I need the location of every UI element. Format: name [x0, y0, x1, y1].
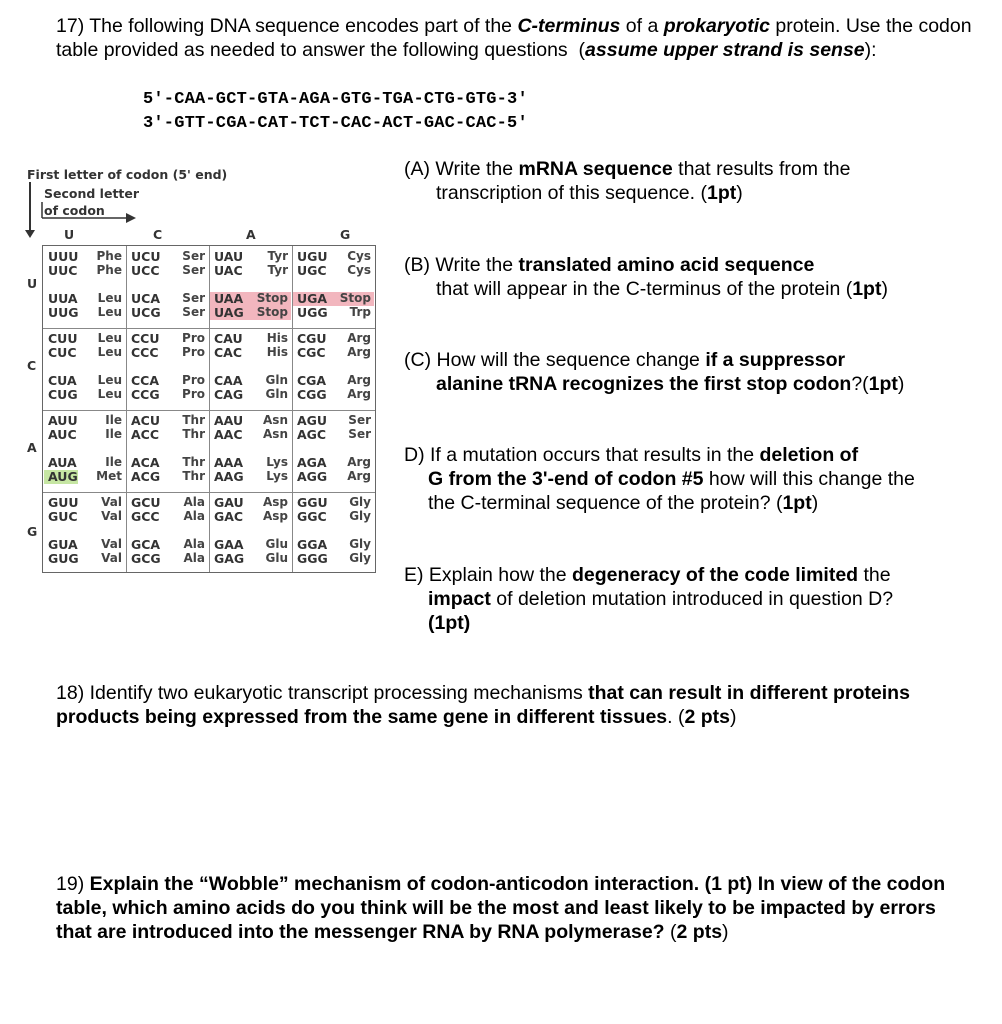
codon-entry-agc [295, 428, 371, 442]
codon-entry-cca [129, 374, 205, 388]
codon-grid [42, 245, 376, 573]
codon-text: UCA [131, 291, 160, 306]
codon-text: AUG [48, 469, 78, 484]
codon-entry-ucg [129, 306, 205, 320]
col-header-g: G [340, 227, 351, 242]
amino-acid-text: Stop [256, 305, 288, 319]
codon-entry-gac [212, 510, 288, 524]
codon-text: GUU [48, 495, 79, 510]
codon-text: UGC [297, 263, 327, 278]
codon-text: CUG [48, 387, 78, 402]
codon-text: UAC [214, 263, 243, 278]
amino-acid-text: Ala [183, 551, 205, 565]
codon-text: CCA [131, 373, 160, 388]
codon-entry-gaa [212, 538, 288, 552]
amino-acid-text: Gly [349, 495, 371, 509]
codon-text: GAA [214, 537, 244, 552]
codon-entry-gua [46, 538, 122, 552]
amino-acid-text: Asn [263, 413, 288, 427]
codon-entry-gca [129, 538, 205, 552]
amino-acid-text: Arg [347, 331, 371, 345]
amino-acid-text: Arg [347, 387, 371, 401]
codon-text: AAG [214, 469, 244, 484]
amino-acid-text: Val [101, 495, 122, 509]
codon-text: CUC [48, 345, 77, 360]
amino-acid-text: Val [101, 537, 122, 551]
codon-entry-uug [46, 306, 122, 320]
codon-text: CGU [297, 331, 327, 346]
codon-entry-ggg [295, 552, 371, 566]
codon-entry-ggc [295, 510, 371, 524]
codon-entry-uag [212, 306, 288, 320]
codon-entry-uca [129, 292, 205, 306]
amino-acid-text: Gly [349, 537, 371, 551]
codon-text: ACA [131, 455, 160, 470]
codon-entry-uga [295, 292, 371, 306]
codon-entry-cau [212, 332, 288, 346]
codon-text: UUC [48, 263, 78, 278]
codon-entry-gug [46, 552, 122, 566]
codon-text: AUC [48, 427, 77, 442]
codon-entry-cuc [46, 346, 122, 360]
codon-entry-ugc [295, 264, 371, 278]
codon-text: CAG [214, 387, 244, 402]
codon-text: AUA [48, 455, 77, 470]
row-header-c: C [27, 358, 37, 373]
codon-text: CCU [131, 331, 160, 346]
codon-entry-ggu [295, 496, 371, 510]
amino-acid-text: Leu [97, 291, 122, 305]
codon-entry-ucc [129, 264, 205, 278]
amino-acid-text: Leu [97, 345, 122, 359]
codon-text: GAG [214, 551, 245, 566]
amino-acid-text: Glu [265, 537, 288, 551]
codon-entry-gau [212, 496, 288, 510]
codon-text: CAC [214, 345, 243, 360]
amino-acid-text: Thr [182, 413, 205, 427]
amino-acid-text: Gln [265, 387, 288, 401]
amino-acid-text: Leu [97, 387, 122, 401]
codon-text: UAG [214, 305, 244, 320]
codon-entry-gcg [129, 552, 205, 566]
amino-acid-text: Pro [182, 345, 205, 359]
amino-acid-text: Val [101, 551, 122, 565]
second-letter-label-2: of codon [44, 203, 105, 218]
codon-entry-cgc [295, 346, 371, 360]
amino-acid-text: Arg [347, 469, 371, 483]
codon-entry-uuu [46, 250, 122, 264]
codon-entry-ccc [129, 346, 205, 360]
amino-acid-text: Stop [339, 291, 371, 305]
amino-acid-text: Tyr [267, 263, 288, 277]
codon-text: UGG [297, 305, 328, 320]
codon-entry-cag [212, 388, 288, 402]
codon-entry-cga [295, 374, 371, 388]
codon-text: AUU [48, 413, 78, 428]
codon-entry-gag [212, 552, 288, 566]
amino-acid-text: Ser [348, 413, 371, 427]
codon-entry-aag [212, 470, 288, 484]
codon-text: UUA [48, 291, 78, 306]
codon-entry-cua [46, 374, 122, 388]
codon-text: GGG [297, 551, 328, 566]
codon-entry-acc [129, 428, 205, 442]
amino-acid-text: Arg [347, 373, 371, 387]
codon-text: AGG [297, 469, 328, 484]
amino-acid-text: Pro [182, 387, 205, 401]
codon-text: UAU [214, 249, 244, 264]
codon-text: GGC [297, 509, 327, 524]
amino-acid-text: His [266, 345, 288, 359]
codon-text: CUU [48, 331, 78, 346]
amino-acid-text: Gln [265, 373, 288, 387]
codon-entry-caa [212, 374, 288, 388]
amino-acid-text: Glu [265, 551, 288, 565]
codon-text: UUG [48, 305, 79, 320]
codon-entry-uuc [46, 264, 122, 278]
codon-entry-ugg [295, 306, 371, 320]
codon-entry-uac [212, 264, 288, 278]
amino-acid-text: Leu [97, 331, 122, 345]
codon-text: AGC [297, 427, 327, 442]
amino-acid-text: Ser [182, 249, 205, 263]
codon-text: GUC [48, 509, 78, 524]
amino-acid-text: Thr [182, 427, 205, 441]
amino-acid-text: Lys [266, 455, 288, 469]
codon-text: AGU [297, 413, 328, 428]
codon-text: GCU [131, 495, 161, 510]
amino-acid-text: Val [101, 509, 122, 523]
codon-entry-ccu [129, 332, 205, 346]
codon-entry-gcu [129, 496, 205, 510]
grid-horizontal-line [43, 492, 375, 493]
amino-acid-text: Pro [182, 331, 205, 345]
amino-acid-text: Stop [256, 291, 288, 305]
codon-text: GCC [131, 509, 160, 524]
codon-text: CGA [297, 373, 327, 388]
codon-entry-gga [295, 538, 371, 552]
amino-acid-text: Phe [96, 249, 122, 263]
codon-text: UUU [48, 249, 79, 264]
codon-entry-cac [212, 346, 288, 360]
amino-acid-text: Phe [96, 263, 122, 277]
codon-text: UCU [131, 249, 161, 264]
amino-acid-text: Asn [263, 427, 288, 441]
codon-text: GGA [297, 537, 328, 552]
dna-upper-strand: 5'-CAA-GCT-GTA-AGA-GTG-TGA-CTG-GTG-3' [143, 90, 528, 109]
codon-text: GAU [214, 495, 244, 510]
codon-text: UCC [131, 263, 160, 278]
codon-entry-aaa [212, 456, 288, 470]
codon-text: AAA [214, 455, 244, 470]
amino-acid-text: Pro [182, 373, 205, 387]
codon-entry-uaa [212, 292, 288, 306]
codon-text: CAU [214, 331, 243, 346]
codon-text: CCC [131, 345, 159, 360]
codon-text: ACU [131, 413, 160, 428]
codon-text: UAA [214, 291, 244, 306]
row-header-g: G [27, 524, 38, 539]
codon-text: CGC [297, 345, 326, 360]
codon-text: GCA [131, 537, 161, 552]
codon-text: ACG [131, 469, 161, 484]
codon-entry-aga [295, 456, 371, 470]
arrow-icons [24, 182, 144, 240]
col-header-c: C [153, 227, 163, 242]
amino-acid-text: Leu [97, 305, 122, 319]
col-header-u: U [64, 227, 75, 242]
amino-acid-text: Lys [266, 469, 288, 483]
codon-entry-ucu [129, 250, 205, 264]
codon-text: UCG [131, 305, 161, 320]
question-17b: (B) Write the translated amino acid sequence that will appear in the C-terminus of the protein (1pt) [404, 254, 888, 300]
amino-acid-text: Thr [182, 469, 205, 483]
row-header-u: U [27, 276, 38, 291]
second-letter-label: Second letter [44, 186, 140, 201]
codon-text: GCG [131, 551, 161, 566]
amino-acid-text: Leu [97, 373, 122, 387]
amino-acid-text: Ile [105, 427, 122, 441]
amino-acid-text: Asp [262, 495, 288, 509]
codon-text: ACC [131, 427, 160, 442]
grid-horizontal-line [43, 328, 375, 329]
question-17-prompt: 17) The following DNA sequence encodes part of the C-terminus of a prokaryotic protein. Use the codon table provided as needed to answer the following questions (assume upper strand is sense): [56, 15, 972, 61]
codon-entry-cuu [46, 332, 122, 346]
amino-acid-text: Trp [349, 305, 371, 319]
codon-entry-uua [46, 292, 122, 306]
amino-acid-text: Cys [347, 263, 371, 277]
col-header-a: A [246, 227, 256, 242]
codon-entry-cug [46, 388, 122, 402]
codon-entry-aug [46, 470, 122, 484]
codon-entry-gcc [129, 510, 205, 524]
codon-text: CCG [131, 387, 160, 402]
grid-horizontal-line [43, 410, 375, 411]
question-17d: D) If a mutation occurs that results in the deletion of G from the 3'-end of codon #5 how will this change the the C-terminal sequence of the protein? (1pt) [404, 444, 915, 514]
codon-entry-aau [212, 414, 288, 428]
codon-text: GUA [48, 537, 78, 552]
codon-entry-aua [46, 456, 122, 470]
question-17c: (C) How will the sequence change if a suppressor alanine tRNA recognizes the first stop codon?(1pt) [404, 349, 905, 395]
codon-entry-acg [129, 470, 205, 484]
amino-acid-text: Met [96, 469, 122, 483]
codon-entry-aca [129, 456, 205, 470]
amino-acid-text: Thr [182, 455, 205, 469]
dna-lower-strand: 3'-GTT-CGA-CAT-TCT-CAC-ACT-GAC-CAC-5' [143, 114, 528, 133]
amino-acid-text: Cys [347, 249, 371, 263]
codon-entry-cgg [295, 388, 371, 402]
amino-acid-text: Ile [105, 413, 122, 427]
question-17a: (A) Write the mRNA sequence that results from the transcription of this sequence. (1pt) [404, 158, 851, 204]
amino-acid-text: Ile [105, 455, 122, 469]
first-letter-label: First letter of codon (5' end) [27, 167, 228, 182]
question-19: 19) Explain the “Wobble” mechanism of codon-anticodon interaction. (1 pt) In view of the codon table, which amino acids do you think will be the most and least likely to be impacted by errors that are introduced into the messenger RNA by RNA polymerase? (2 pts) [56, 873, 946, 943]
amino-acid-text: Asp [262, 509, 288, 523]
question-17e: E) Explain how the degeneracy of the code limited the impact of deletion mutation introduced in question D? (1pt) [404, 564, 894, 634]
codon-text: GAC [214, 509, 244, 524]
amino-acid-text: Gly [349, 551, 371, 565]
codon-entry-agu [295, 414, 371, 428]
codon-text: CAA [214, 373, 243, 388]
amino-acid-text: Gly [349, 509, 371, 523]
amino-acid-text: Ser [348, 427, 371, 441]
codon-text: AAC [214, 427, 243, 442]
codon-entry-guu [46, 496, 122, 510]
codon-text: GGU [297, 495, 328, 510]
amino-acid-text: Arg [347, 455, 371, 469]
row-header-a: A [27, 440, 37, 455]
codon-text: UGA [297, 291, 328, 306]
amino-acid-text: Arg [347, 345, 371, 359]
codon-text: AGA [297, 455, 327, 470]
codon-entry-agg [295, 470, 371, 484]
amino-acid-text: Ser [182, 291, 205, 305]
amino-acid-text: His [266, 331, 288, 345]
amino-acid-text: Ala [183, 495, 205, 509]
codon-text: UGU [297, 249, 328, 264]
amino-acid-text: Tyr [267, 249, 288, 263]
codon-entry-auu [46, 414, 122, 428]
codon-text: CGG [297, 387, 327, 402]
codon-entry-acu [129, 414, 205, 428]
codon-entry-ccg [129, 388, 205, 402]
codon-entry-cgu [295, 332, 371, 346]
codon-entry-auc [46, 428, 122, 442]
codon-text: AAU [214, 413, 244, 428]
codon-text: CUA [48, 373, 77, 388]
codon-entry-uau [212, 250, 288, 264]
codon-entry-ugu [295, 250, 371, 264]
grid-vertical-line [126, 246, 127, 572]
codon-entry-guc [46, 510, 122, 524]
amino-acid-text: Ser [182, 263, 205, 277]
amino-acid-text: Ala [183, 537, 205, 551]
question-18: 18) Identify two eukaryotic transcript processing mechanisms that can result in different proteins products being expressed from the same gene in different tissues. (2 pts) [56, 682, 910, 728]
amino-acid-text: Ser [182, 305, 205, 319]
codon-text: GUG [48, 551, 79, 566]
codon-entry-aac [212, 428, 288, 442]
amino-acid-text: Ala [183, 509, 205, 523]
